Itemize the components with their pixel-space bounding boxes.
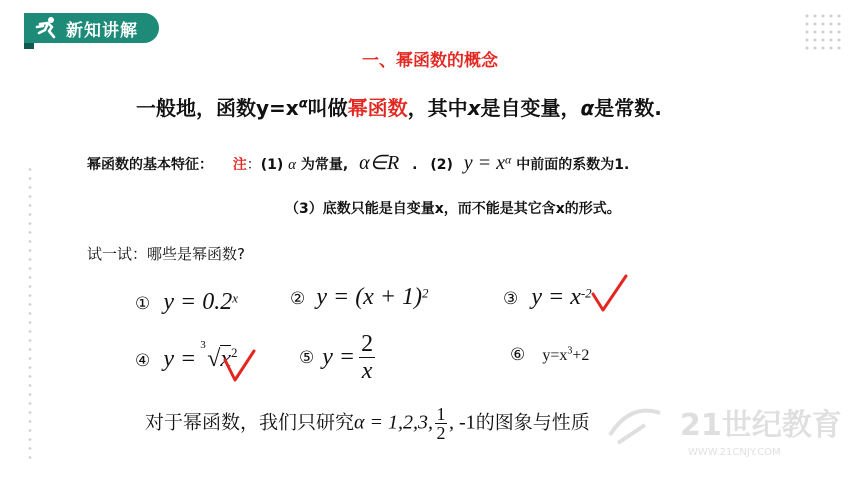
- item-5-fraction: [359, 331, 375, 384]
- item-6: [510, 345, 589, 365]
- bottom-frac-num: 1: [436, 404, 446, 424]
- bottom-text2: 的图象与性质: [475, 411, 590, 434]
- note-n1: (1): [260, 157, 284, 173]
- item-3: [503, 284, 592, 311]
- item-6-tail: +2: [572, 347, 590, 364]
- watermark-url: WWW.21CNJY.COM: [688, 447, 781, 458]
- definition-highlight: 幂函数: [347, 96, 408, 120]
- item-6-exp: 3: [567, 345, 573, 357]
- note-colon: ：: [246, 157, 261, 173]
- item-5-expr: y =: [322, 344, 356, 370]
- alpha-in-r: α∈R: [359, 152, 400, 174]
- definition-suffix1: ，其中: [407, 96, 468, 120]
- note-n2: (2): [430, 157, 453, 173]
- features-line: [87, 150, 629, 175]
- bottom-fraction: [435, 405, 447, 442]
- dot-column-decoration: [27, 165, 33, 465]
- item-5: [299, 331, 375, 384]
- item-1-number: ①: [135, 294, 151, 314]
- note-t2: 中前面的系数为1.: [516, 157, 630, 173]
- bottom-alpha-eq: α = 1,2,3,: [354, 411, 434, 434]
- note-label: 注: [232, 157, 247, 173]
- item-2: [290, 284, 429, 311]
- item-1-expr: y = 0.2: [163, 289, 233, 315]
- item-4-root: 3 $√x^2$: [200, 339, 238, 372]
- item-1: [135, 289, 238, 316]
- item-1-exp: x: [232, 290, 238, 306]
- item-2-expr: y = (x + 1): [316, 284, 423, 310]
- watermark-brand: 21世纪教育: [680, 408, 842, 443]
- item-4-root-exp: 2: [231, 345, 238, 360]
- power-eq: y = x: [463, 152, 506, 174]
- bottom-tail-math: , -1: [449, 411, 476, 434]
- note-alpha: α: [288, 157, 297, 173]
- features-label: 幂函数的基本特征：: [87, 157, 213, 173]
- check-mark-3: [590, 272, 630, 314]
- try-prompt: 试一试：哪些是幂函数?: [87, 245, 245, 263]
- bottom-statement: [145, 405, 590, 442]
- item-6-number: ⑥: [510, 345, 526, 365]
- note-dot: .: [412, 157, 418, 173]
- definition-alpha: α: [580, 96, 595, 120]
- definition-prefix: 一般地，函数y=x: [136, 96, 299, 120]
- brand-watermark: [600, 395, 845, 465]
- bottom-frac-den: 2: [436, 423, 446, 443]
- item-3-number: ③: [503, 289, 519, 309]
- item-4-root-body: x: [220, 346, 232, 372]
- item-3-exp: -2: [580, 285, 592, 301]
- runner-icon: [34, 15, 60, 41]
- section-title: 一、幂函数的概念: [362, 51, 498, 71]
- note-3: （3）底数只能是自变量x，而不能是其它含x的形式。: [285, 201, 621, 217]
- definition-suffix2: 是自变量，: [480, 96, 581, 120]
- section-tag: [24, 13, 159, 43]
- item-6-expr: y=x: [542, 347, 568, 364]
- note-t1: 为常量,: [300, 157, 349, 173]
- power-eq-exp: α: [505, 152, 512, 167]
- definition-line: [136, 92, 662, 121]
- definition-x: x: [467, 96, 481, 120]
- item-5-den: x: [361, 358, 373, 384]
- section-tag-label: 新知讲解: [66, 20, 138, 41]
- definition-mid: 叫做: [307, 96, 348, 120]
- item-5-number: ⑤: [299, 347, 315, 368]
- definition-alpha-exp: α: [298, 96, 308, 112]
- item-4-number: ④: [135, 351, 151, 371]
- definition-suffix3: 是常数.: [594, 96, 662, 120]
- item-3-expr: y = x: [531, 284, 581, 310]
- item-2-exp: 2: [422, 285, 429, 301]
- item-4-expr: y =: [163, 346, 203, 372]
- item-4-root-index: 3: [200, 339, 206, 351]
- item-2-number: ②: [290, 289, 306, 309]
- item-5-num: 2: [361, 331, 374, 357]
- check-mark-4: [222, 348, 258, 384]
- bottom-text1: 对于幂函数，我们只研究: [145, 411, 355, 434]
